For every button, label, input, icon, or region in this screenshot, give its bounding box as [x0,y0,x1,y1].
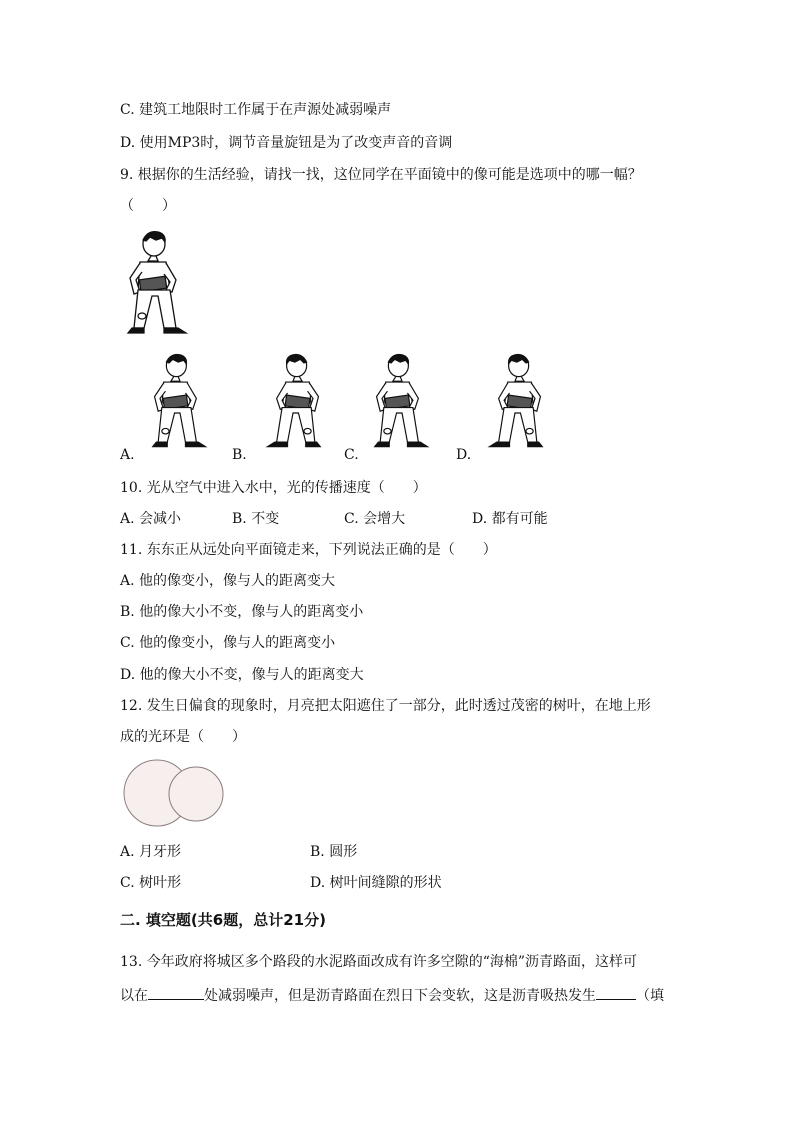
q13-text-a: 以在 [120,988,148,1004]
q8-option-c: C. 建筑工地限时工作属于在声源处减弱噪声 [120,102,392,118]
q9-option-d-label: D. [456,447,472,463]
q13-stem-line1: 13. 今年政府将城区多个路段的水泥路面改成有许多空隙的“海棉”沥青路面，这样可 [120,954,638,970]
q13-blank-2[interactable] [596,985,636,1000]
boy-option-d-figure [475,353,555,453]
q12-option-d: D. 树叶间缝隙的形状 [310,875,442,891]
q11-option-d: D. 他的像大小不变，像与人的距离变大 [120,667,364,683]
q13-stem-line2 [120,985,664,1005]
q11-option-c: C. 他的像变小，像与人的距离变小 [120,635,336,651]
q12-option-a: A. 月牙形 [120,844,182,860]
q11-option-b: B. 他的像大小不变，像与人的距离变小 [120,604,364,620]
q9-option-b-label: B. [232,447,247,463]
q10-option-a: A. 会减小 [120,511,182,527]
moon-circle [169,767,223,821]
boy-original-figure [118,230,198,340]
q9-answer-bracket: （ ） [120,198,176,214]
partial-eclipse-figure [120,758,230,830]
q12-option-b: B. 圆形 [310,844,358,860]
boy-option-c-figure [362,353,442,453]
q12-option-c: C. 树叶形 [120,875,182,891]
q8-option-d: D. 使用MP3时，调节音量旋钮是为了改变声音的音调 [120,135,453,151]
q9-option-c-label: C. [344,447,359,463]
q9-stem: 9. 根据你的生活经验，请找一找，这位同学在平面镜中的像可能是选项中的哪一幅？ [120,167,642,183]
q13-blank-1[interactable] [148,985,204,1000]
q9-option-a-label: A. [120,447,135,463]
q13-text-b: 处减弱噪声，但是沥青路面在烈日下会变软，这是沥青吸热发生 [204,988,596,1004]
section-heading-fill-in: 二. 填空题(共6题，总计21分) [120,911,326,929]
boy-option-b-figure [253,353,333,453]
q13-text-c: （填 [636,988,664,1004]
q10-option-c: C. 会增大 [344,511,406,527]
q10-option-b: B. 不变 [232,511,280,527]
q11-stem: 11. 东东正从远处向平面镜走来，下列说法正确的是（ ） [120,542,497,558]
boy-option-a-figure [140,353,220,453]
q12-stem-line2: 成的光环是（ ） [120,729,246,745]
q12-stem-line1: 12. 发生日偏食的现象时，月亮把太阳遮住了一部分，此时透过茂密的树叶，在地上形 [120,698,651,714]
q11-option-a: A. 他的像变小，像与人的距离变大 [120,573,336,589]
q10-option-d: D. 都有可能 [472,511,548,527]
q10-stem: 10. 光从空气中进入水中，光的传播速度（ ） [120,480,427,496]
